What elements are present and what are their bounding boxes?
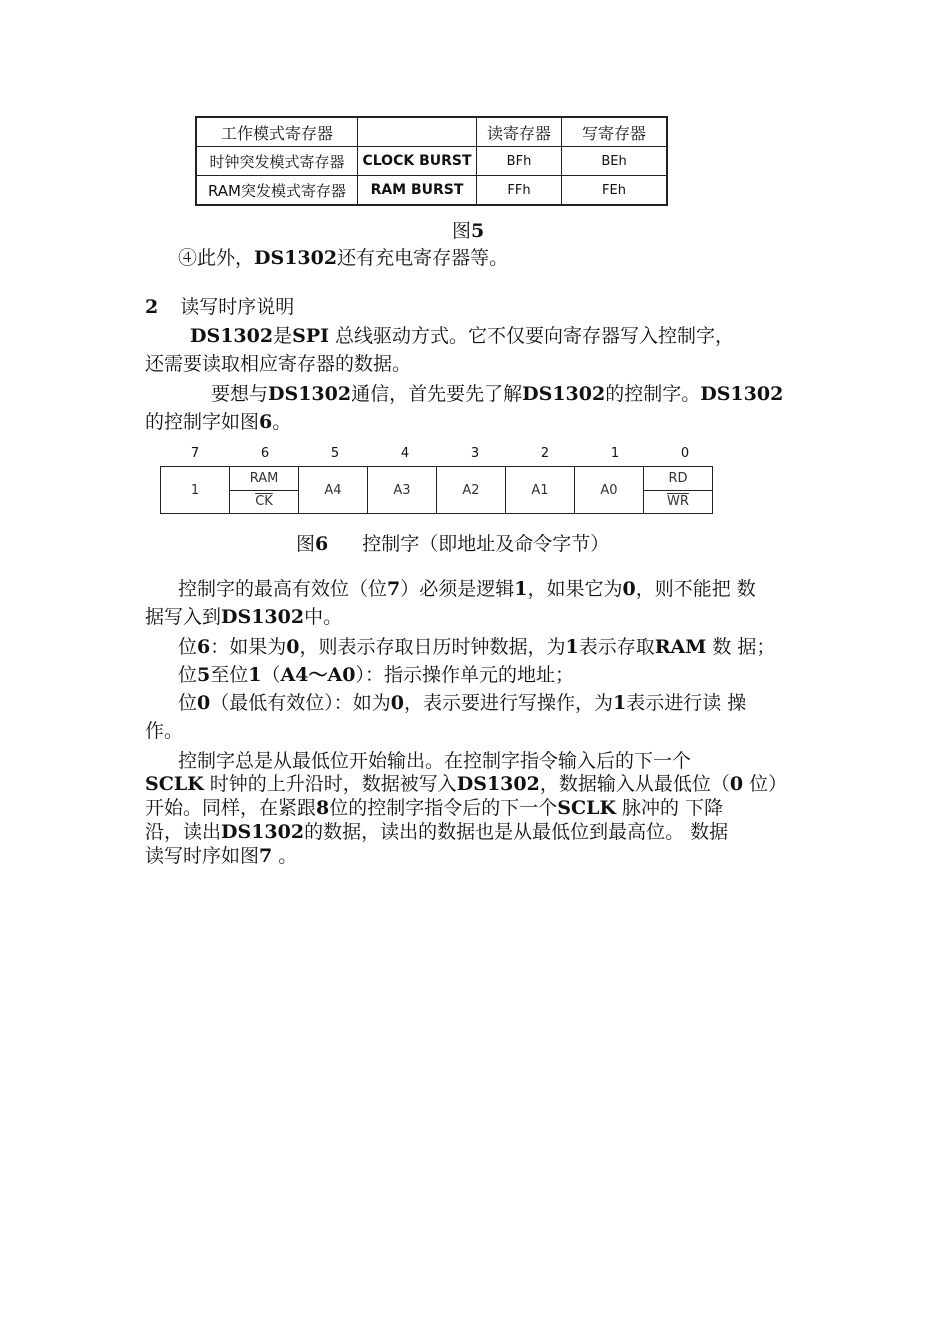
text-bold: 0 [622, 578, 636, 600]
text-span: ④此外， [178, 247, 255, 269]
text-span: 的控制字。 [605, 383, 701, 405]
text-span: ）：指示操作单元的地址； [355, 664, 574, 686]
text-bold: 1 [565, 636, 579, 658]
table-cell: CLOCK BURST [358, 147, 477, 176]
table-header-cell: 读寄存器 [477, 117, 562, 147]
text-span: ，如果它为 [527, 578, 623, 600]
bit-number: 4 [400, 446, 410, 461]
paragraph-line [145, 409, 291, 435]
text-span: 位 [178, 664, 198, 686]
figure-5-caption [452, 216, 484, 243]
paragraph-line [178, 690, 746, 716]
table-row [196, 147, 667, 176]
text-span: 脉冲的 下降 [615, 797, 724, 819]
bit-cell: A1 [506, 467, 575, 514]
text-span: 的数据，读出的数据也是从最低位到最高位。 数据 [304, 821, 729, 843]
paragraph-line: 控制字总是从最低位开始输出。在控制字指令输入后的下一个 [178, 750, 692, 772]
text-span: 表示进行读 操 [626, 692, 747, 714]
text-span: 总线驱动方式。它不仅要向寄存器写入控制字， [329, 325, 735, 347]
text-span: ：如果为 [210, 636, 287, 658]
table-cell: FEh [562, 176, 668, 206]
paragraph-line [178, 576, 756, 602]
section-heading [145, 294, 294, 320]
bit-number: 1 [610, 446, 620, 461]
text-bold: DS1302 [254, 247, 338, 269]
text-span: 读写时序如图 [145, 845, 260, 867]
table-cell: 时钟突发模式寄存器 [196, 147, 358, 176]
paragraph-line [145, 795, 723, 821]
paragraph-extra-registers [178, 245, 508, 271]
bit-number-row [160, 446, 718, 464]
text-span: 控制字的最高有效位（位 [178, 578, 388, 600]
bit6-bottom-label: $\overline{CK}$ [255, 493, 273, 509]
text-span: ，则表示存取日历时钟数据，为 [299, 636, 566, 658]
text-bold: 7 [387, 578, 401, 600]
bit-number: 6 [260, 446, 270, 461]
text-span: 还有充电寄存器等。 [337, 247, 509, 269]
text-bold: 0 [197, 692, 211, 714]
text-span: （ [261, 664, 281, 686]
text-bold: RAM [654, 636, 707, 658]
text-bold: DS1302 [700, 383, 784, 405]
paragraph-line: 作。 [145, 720, 184, 742]
bit0-top-label: RD [644, 468, 712, 491]
text-bold: SPI [292, 325, 330, 347]
bit-cell-6 [230, 467, 299, 514]
text-span: 位 [178, 692, 198, 714]
text-bold: DS1302 [190, 325, 274, 347]
text-bold: DS1302 [221, 606, 305, 628]
caption-number: 6 [315, 533, 329, 555]
paragraph-line [190, 323, 734, 349]
bit6-top-label: RAM [230, 468, 298, 491]
text-bold: 0 [390, 692, 404, 714]
paragraph-line [145, 819, 728, 845]
paragraph-line [178, 662, 574, 688]
table-cell: BEh [562, 147, 668, 176]
text-span: 要想与 [211, 383, 269, 405]
bit-number: 7 [190, 446, 200, 461]
table-header-row [196, 117, 667, 147]
paragraph-line [145, 771, 787, 797]
text-span: 时钟的上升沿时，数据被写入 [203, 773, 457, 795]
bit-number: 2 [540, 446, 550, 461]
text-span: 。 [272, 845, 298, 867]
paragraph-line [145, 604, 342, 630]
text-bold: DS1302 [268, 383, 352, 405]
text-bold: DS1302 [221, 821, 305, 843]
text-span: ）必须是逻辑 [400, 578, 515, 600]
text-span: ，表示要进行写操作，为 [404, 692, 614, 714]
bit-cell: 1 [161, 467, 230, 514]
figure-6-caption [296, 529, 609, 556]
text-span: 位的控制字指令后的下一个 [329, 797, 558, 819]
table-cell: FFh [477, 176, 562, 206]
text-span: 。 [272, 411, 292, 433]
bit-cell: A2 [437, 467, 506, 514]
table-header-cell: 工作模式寄存器 [196, 117, 358, 147]
bit-cell: A3 [368, 467, 437, 514]
text-bold: 1 [613, 692, 627, 714]
text-span: 开始。同样，在紧跟 [145, 797, 317, 819]
text-bold: SCLK [145, 773, 204, 795]
table-header-cell: 写寄存器 [562, 117, 668, 147]
text-bold: 0 [729, 773, 744, 795]
table-row [161, 467, 713, 514]
text-span: 数 据； [706, 636, 776, 658]
text-span: ，则不能把 数 [635, 578, 756, 600]
bit-number: 0 [680, 446, 690, 461]
bit-cell: A4 [299, 467, 368, 514]
caption-prefix: 图 [452, 220, 472, 242]
paragraph-line: 还需要读取相应寄存器的数据。 [145, 353, 412, 375]
text-span: 位 [178, 636, 198, 658]
text-bold: 0 [286, 636, 300, 658]
bit-cell-0 [644, 467, 713, 514]
text-span: 沿，读出 [145, 821, 222, 843]
text-span: 据写入到 [145, 606, 222, 628]
section-title: 读写时序说明 [180, 296, 295, 318]
paragraph-line [211, 381, 783, 407]
table-cell: BFh [477, 147, 562, 176]
text-span: 表示存取 [578, 636, 655, 658]
caption-number: 5 [471, 220, 485, 242]
text-bold: 1 [248, 664, 262, 686]
text-bold: SCLK [557, 797, 616, 819]
bit-number: 3 [470, 446, 480, 461]
text-bold: 6 [197, 636, 211, 658]
text-bold: 5 [197, 664, 211, 686]
text-span: ，数据输入从最低位（ [539, 773, 730, 795]
text-bold: 8 [316, 797, 330, 819]
table-cell: RAM BURST [358, 176, 477, 206]
text-bold: 7 [259, 845, 273, 867]
table-row [196, 176, 667, 206]
paragraph-line [145, 843, 297, 869]
text-span: 位） [743, 773, 788, 795]
caption-text: 控制字（即地址及命令字节） [362, 533, 610, 555]
text-span: 是 [273, 325, 293, 347]
text-span: （最低有效位）：如为 [210, 692, 391, 714]
text-span: 中。 [304, 606, 343, 628]
register-burst-table [195, 116, 668, 206]
bit-cell: A0 [575, 467, 644, 514]
text-span: 的控制字如图 [145, 411, 260, 433]
section-number: 2 [145, 296, 159, 318]
text-bold: A4～A0 [280, 664, 356, 686]
text-span: 通信，首先要先了解 [351, 383, 523, 405]
table-header-cell [358, 117, 477, 147]
text-bold: 1 [514, 578, 528, 600]
paragraph-line [178, 634, 775, 660]
caption-prefix: 图 [296, 533, 316, 555]
control-byte-table [160, 466, 713, 514]
bit0-bottom-label: $\overline{WR}$ [667, 493, 689, 509]
bit-number: 5 [330, 446, 340, 461]
text-span: 至位 [210, 664, 249, 686]
text-bold: DS1302 [522, 383, 606, 405]
text-bold: DS1302 [456, 773, 540, 795]
text-bold: 6 [259, 411, 273, 433]
table-cell: RAM突发模式寄存器 [196, 176, 358, 206]
